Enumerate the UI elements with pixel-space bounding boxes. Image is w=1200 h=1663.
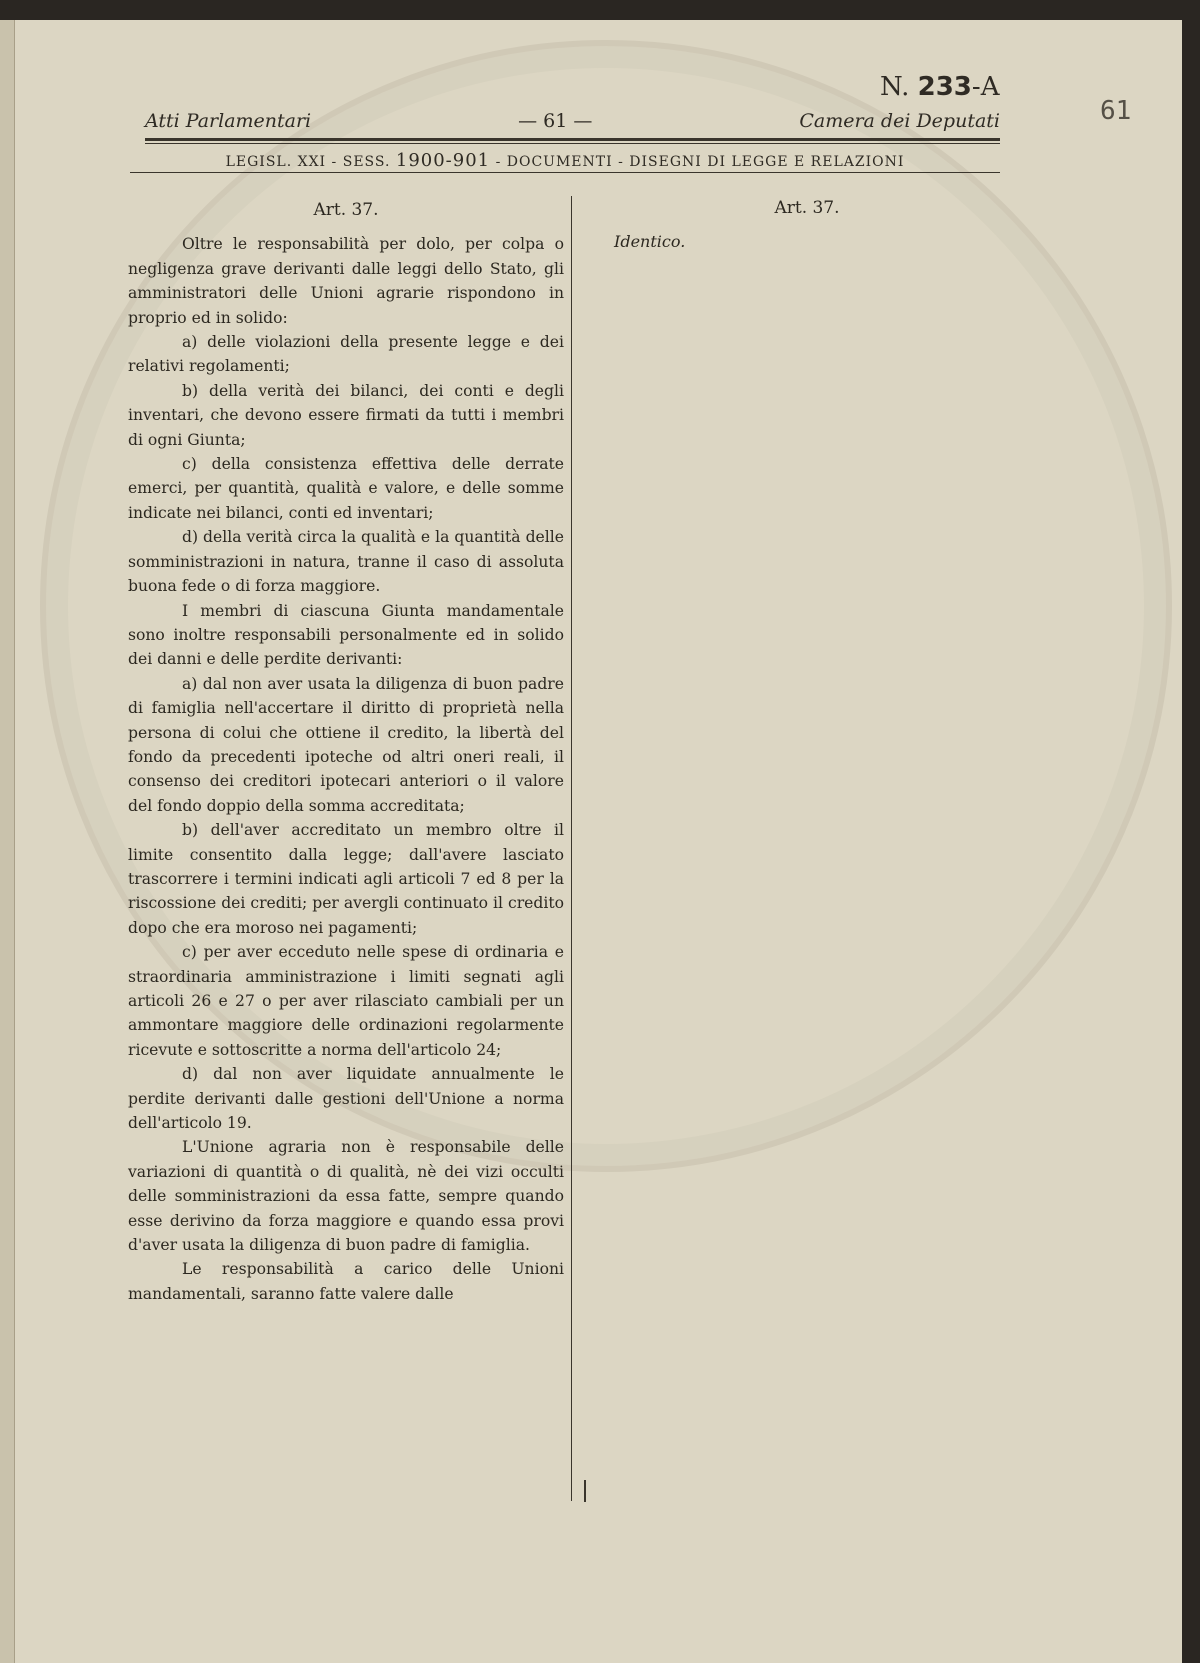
header-right: Camera dei Deputati (799, 110, 1000, 132)
header-rule-thin (145, 143, 1000, 144)
header-page-number: — 61 — (518, 110, 593, 132)
paragraph: Oltre le responsabilità per dolo, per colpa o negligenza grave derivanti dalle leggi dello Stato, gli amministratori delle Unioni agrarie rispondono in proprio ed in solido: (128, 235, 564, 327)
right-column (614, 198, 1000, 251)
corner-page-number: 61 (1100, 96, 1132, 126)
page-binding-edge (0, 20, 15, 1663)
legisl-years: 1900-901 (395, 150, 491, 171)
left-article-heading: Art. 37. (313, 200, 379, 220)
right-article-text: Identico. (614, 232, 686, 251)
paragraph: a) delle violazioni della presente legge e dei relativi regolamenti; (128, 333, 564, 376)
document-number (880, 72, 999, 102)
paragraph: Le responsabilità a carico delle Unioni mandamentali, saranno fatte valere dalle (128, 1260, 564, 1303)
paragraph: b) della verità dei bilanci, dei conti e degli inventari, che devono essere firmati da tutti i membri di ogni Giunta; (128, 381, 564, 449)
document-page (0, 20, 1182, 1663)
paragraph: d) dal non aver liquidate annualmente le perdite derivanti dalle gestioni dell'Unione a norma dell'articolo 19. (128, 1065, 564, 1133)
column-divider (571, 196, 572, 1501)
paragraph: c) per aver ecceduto nelle spese di ordinaria e straordinaria amministrazione i limiti segnati agli articoli 26 e 27 o per aver rilasciato cambiali per un ammontare maggiore delle ordinazioni regolarmente ricevute e sottoscritte a norma dell'articolo 24; (128, 943, 564, 1059)
paragraph: L'Unione agraria non è responsabile delle variazioni di quantità o di qualità, nè dei vizi occulti delle somministrazioni da essa fatte, sempre quando esse derivino da forza maggiore e quando essa provi d'aver usata la diligenza di buon padre di famiglia. (128, 1138, 564, 1255)
doc-number: 233 (917, 72, 972, 102)
column-divider-mark (584, 1480, 586, 1502)
legisl-pre: LEGISL. XXI - SESS. (225, 154, 391, 170)
legislature-line (130, 150, 1000, 171)
legislature-rule (130, 172, 1000, 173)
right-article-heading: Art. 37. (774, 198, 840, 218)
paragraph: I membri di ciascuna Giunta mandamentale sono inoltre responsabili personalmente ed in solido dei danni e delle perdite derivanti: (128, 601, 564, 669)
paragraph: c) della consistenza effettiva delle derrate emerci, per quantità, qualità e valore, e delle somme indicate nei bilanci, conti ed inventari; (128, 455, 564, 522)
legisl-post: - DOCUMENTI - DISEGNI DI LEGGE E RELAZIONI (495, 154, 905, 170)
paragraph: d) della verità circa la qualità e la quantità delle somministrazioni in natura, tranne il caso di assoluta buona fede o di forza maggiore. (128, 528, 564, 596)
paragraph: b) dell'aver accreditato un membro oltre il limite consentito dalla legge; dall'avere lasciato trascorrere i termini indicati agli articoli 7 ed 8 per la riscossione dei crediti; per avergli continuato il credito dopo che era moroso nei pagamenti; (128, 821, 564, 937)
header-rule-thick (145, 138, 1000, 141)
running-header (145, 102, 1000, 132)
paragraph: a) dal non aver usata la diligenza di buon padre di famiglia nell'accertare il diritto di proprietà nella persona di colui che ottiene il credito, la libertà del fondo da precedenti ipoteche od altri oneri reali, il consenso dei creditori ipotecari anteriori o il valore del fondo doppio della somma accreditata; (128, 674, 564, 815)
doc-suffix: -A (971, 72, 1000, 102)
doc-prefix: N. (880, 72, 910, 102)
left-column (128, 198, 564, 1306)
header-left: Atti Parlamentari (145, 110, 312, 132)
